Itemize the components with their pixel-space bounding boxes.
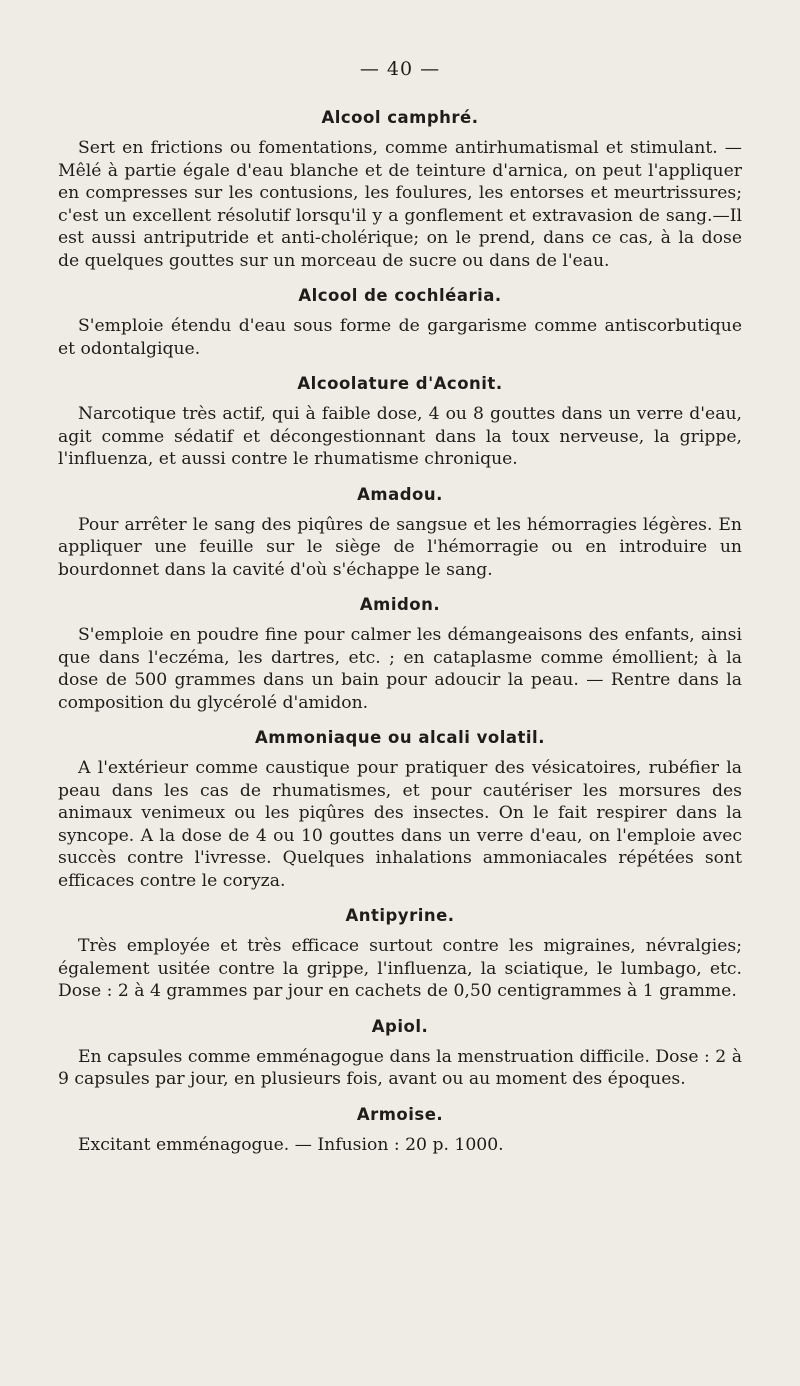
entry-paragraph: Très employée et très efficace surtout contre les migraines, névralgies; également usitée contre la grippe, l'influenza, la sciatique, le lumbago, etc. Dose : 2 à 4 grammes par jour en cachets de 0,50 centigrammes à 1 gramme. (58, 936, 742, 1001)
entry-title: Alcoolature d'Aconit. (297, 374, 503, 393)
entry-paragraph: S'emploie en poudre fine pour calmer les démangeaisons des enfants, ainsi que dans l'eczéma, les dartres, etc. ; en cataplasme comme émollient; à la dose de 500 grammes dans un bain pour adoucir la peau. — Rentre dans la composition du glycérolé d'amidon. (58, 625, 742, 713)
entry-title: Amadou. (357, 484, 443, 504)
page-number: — 40 — (359, 58, 441, 80)
entry-title: Amidon. (359, 595, 441, 614)
entry (58, 286, 742, 360)
entry (58, 728, 742, 892)
entry (58, 906, 742, 1003)
entry-paragraph: S'emploie étendu d'eau sous forme de gargarisme comme antiscorbutique et odontalgique. (58, 316, 742, 359)
entry-paragraph: A l'extérieur comme caustique pour pratiquer des vésicatoires, rubéfier la peau dans les cas de rhumatismes, et pour cautériser les morsures des animaux venimeux ou les piqûres des insectes. On le fait respirer dans la syncope. A la dose de 4 ou 10 gouttes dans un verre d'eau, on l'emploie avec succès contre l'ivresse. Quelques inhalations ammoniacales répétées sont efficaces contre le coryza. (58, 758, 742, 891)
entry (58, 108, 742, 272)
entry (58, 595, 742, 714)
entry-paragraph: Sert en frictions ou fomentations, comme antirhumatismal et stimulant. — Mêlé à partie égale d'eau blanche et de teinture d'arnica, on peut l'appliquer en compresses sur les contusions, les foulures, les entorses et meurtrissures; c'est un excellent résolutif lorsqu'il y a gonflement et extravasion de sang.—Il est aussi antriputride et anti-cholérique; on le prend, dans ce cas, à la dose de quelques gouttes sur un morceau de sucre ou dans de l'eau. (58, 138, 742, 271)
entry-paragraph: Narcotique très actif, qui à faible dose, 4 ou 8 gouttes dans un verre d'eau, agit comme sédatif et décongestionnant dans la toux nerveuse, la grippe, l'influenza, et aussi contre le rhumatisme chronique. (58, 404, 742, 469)
entry (58, 1017, 742, 1091)
entry-title: Alcool camphré. (321, 108, 479, 127)
entry (58, 1105, 742, 1157)
entry-title: Ammoniaque ou alcali volatil. (255, 728, 545, 747)
entries-list (58, 108, 742, 1156)
entry-paragraph: Pour arrêter le sang des piqûres de sangsue et les hémorragies légères. En appliquer une feuille sur le siège de l'hémorragie ou en introduire un bourdonnet dans la cavité d'où s'échappe le sang. (58, 514, 742, 580)
entry (58, 374, 742, 471)
entry-title: Armoise. (356, 1104, 444, 1124)
entry-title: Apiol. (371, 1016, 429, 1036)
entry-paragraph: Excitant emménagogue. — Infusion : 20 p. 1000. (78, 1134, 504, 1155)
entry (58, 485, 742, 582)
entry-title: Alcool de cochléaria. (298, 286, 502, 305)
entry-paragraph: En capsules comme emménagogue dans la menstruation difficile. Dose : 2 à 9 capsules par jour, en plusieurs fois, avant ou au moment des époques. (58, 1046, 742, 1089)
entry-title: Antipyrine. (345, 906, 455, 925)
